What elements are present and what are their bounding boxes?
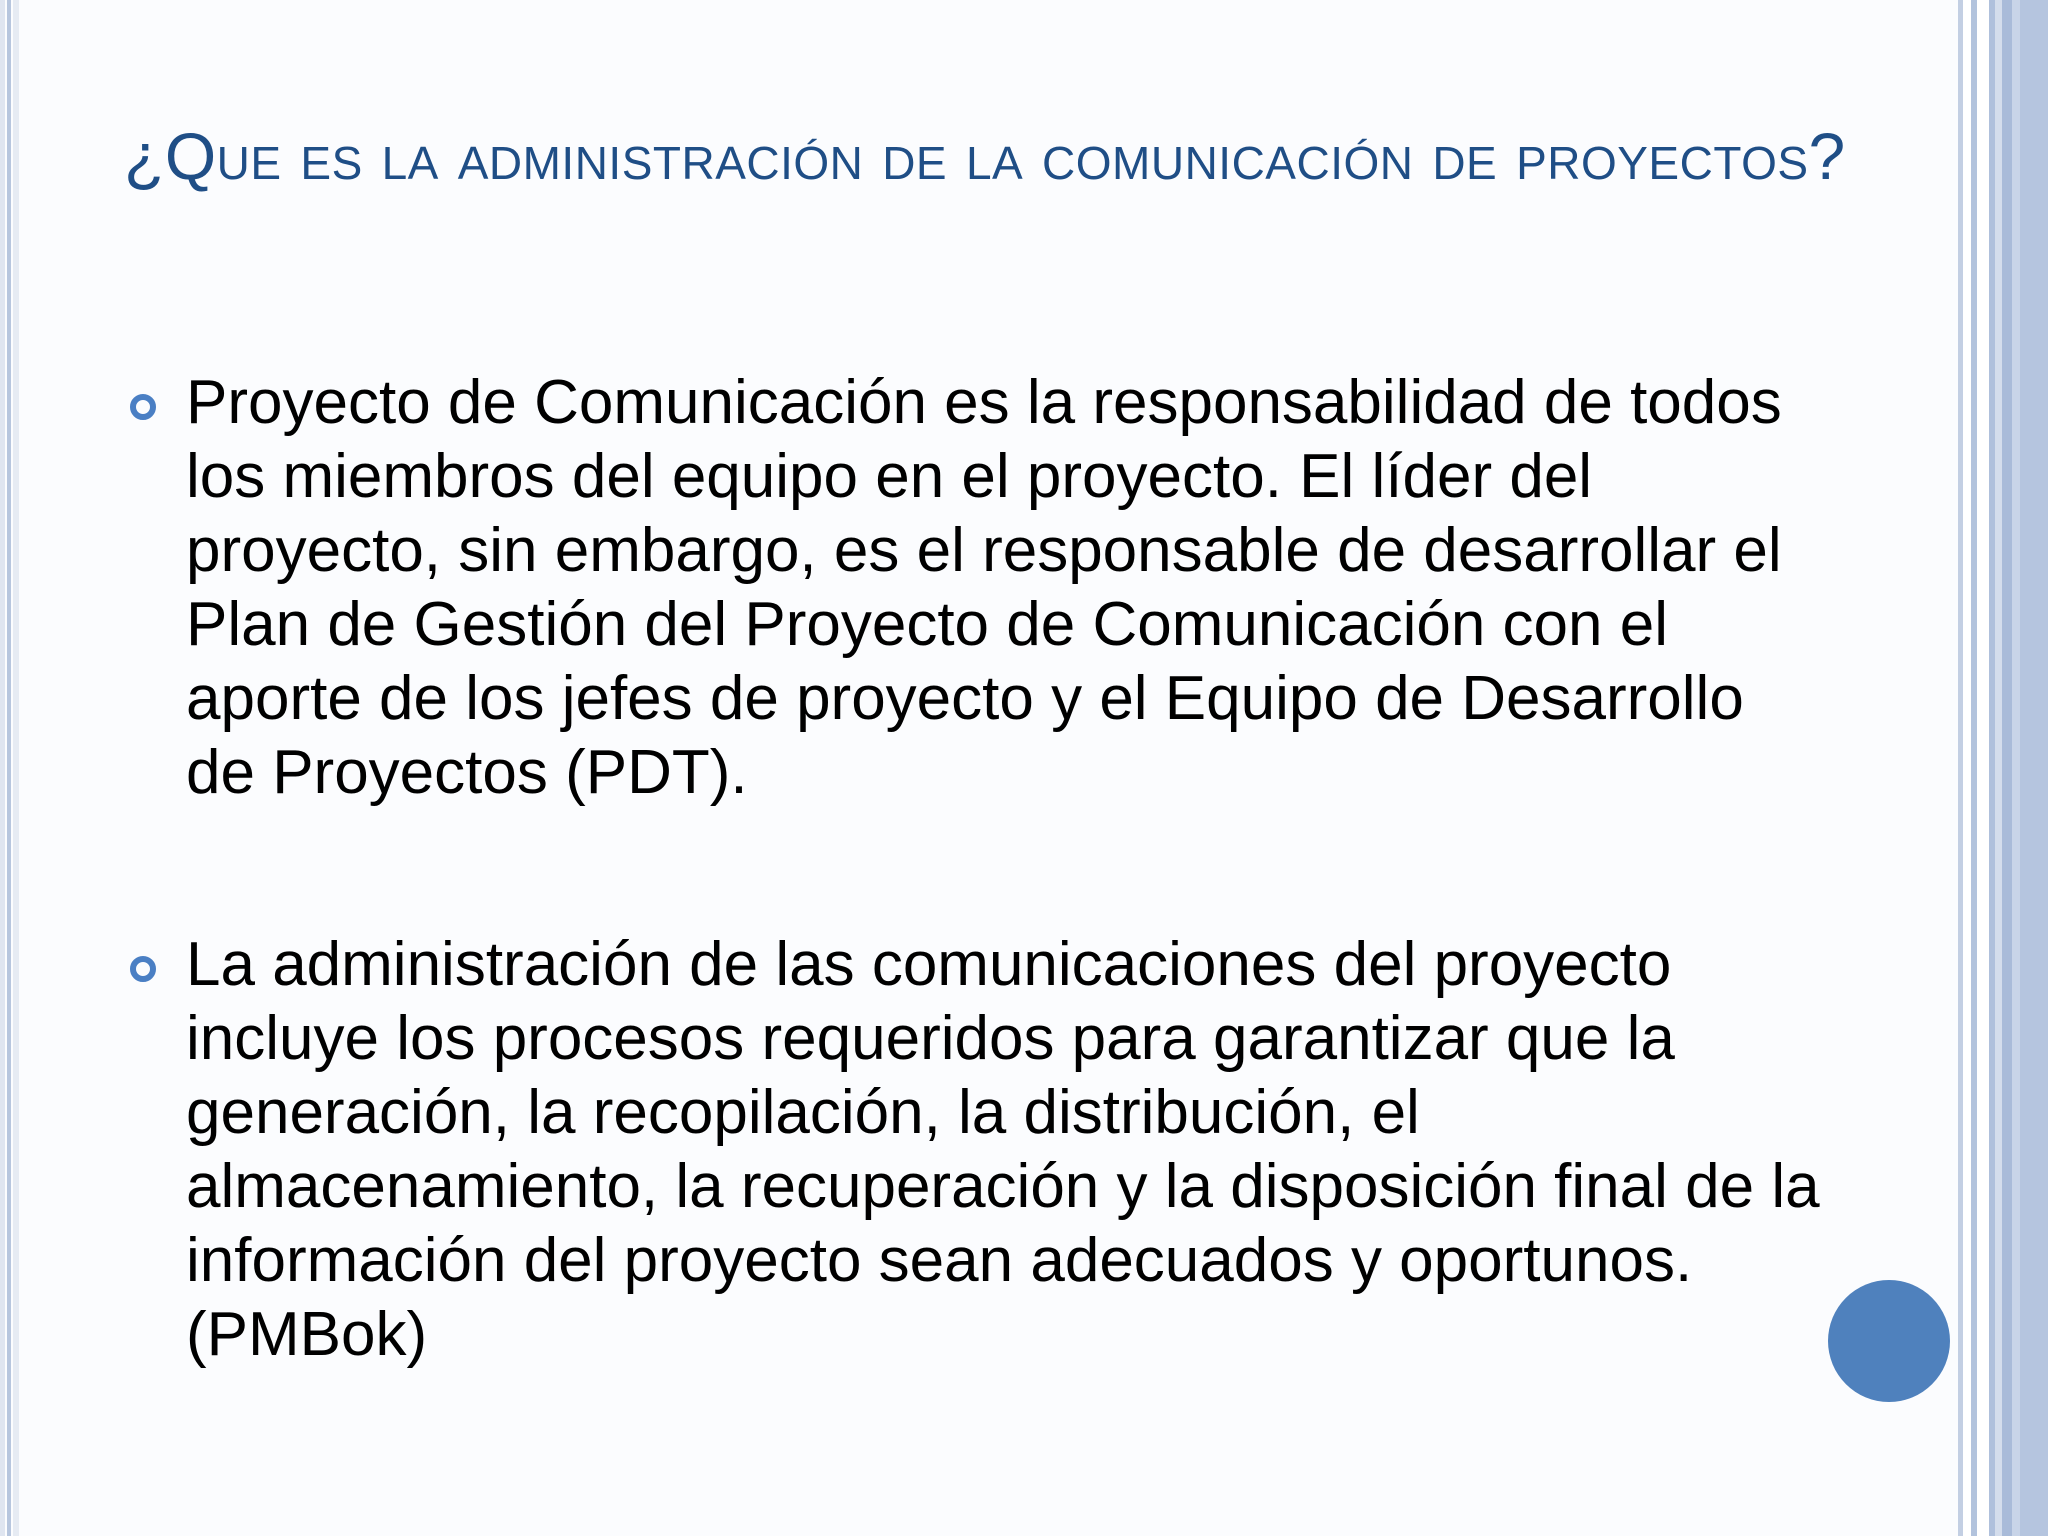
bullet-list (124, 366, 1824, 1372)
left-frame-stripe (7, 0, 11, 1536)
ring-bullet-icon (130, 394, 156, 420)
bullet-text: La administración de las comunicaciones del proyecto incluye los procesos requeridos para garantizar que la generación, la recopilación, la distribución, el almacenamiento, la recuperación y la disposición final de la información del proyecto sean adecuados y oportunos. (PMBok) (186, 930, 1820, 1369)
left-frame-stripe (0, 0, 5, 1536)
right-frame-stripe (2002, 0, 2012, 1536)
bullet-text: Proyecto de Comunicación es la responsabilidad de todos los miembros del equipo en el proyecto. El líder del proyecto, sin embargo, es el responsable de desarrollar el Plan de Gestión del Proyecto de Comunicación con el aporte de los jefes de proyecto y el Equipo de Desarrollo de Proyectos (PDT). (186, 368, 1782, 807)
decorative-circle (1828, 1280, 1950, 1402)
right-frame-stripe (1963, 0, 1971, 1536)
left-frame-stripe (13, 0, 19, 1536)
right-frame-stripe (1977, 0, 1989, 1536)
bullet-item (124, 366, 1824, 810)
right-frame-stripe (1995, 0, 2002, 1536)
slide-title: ¿Que es la administración de la comunicación de proyectos? (124, 119, 1846, 193)
ring-bullet-icon (130, 956, 156, 982)
right-frame-stripe (2020, 0, 2048, 1536)
bullet-item (124, 928, 1824, 1372)
right-frame-stripe (2012, 0, 2020, 1536)
